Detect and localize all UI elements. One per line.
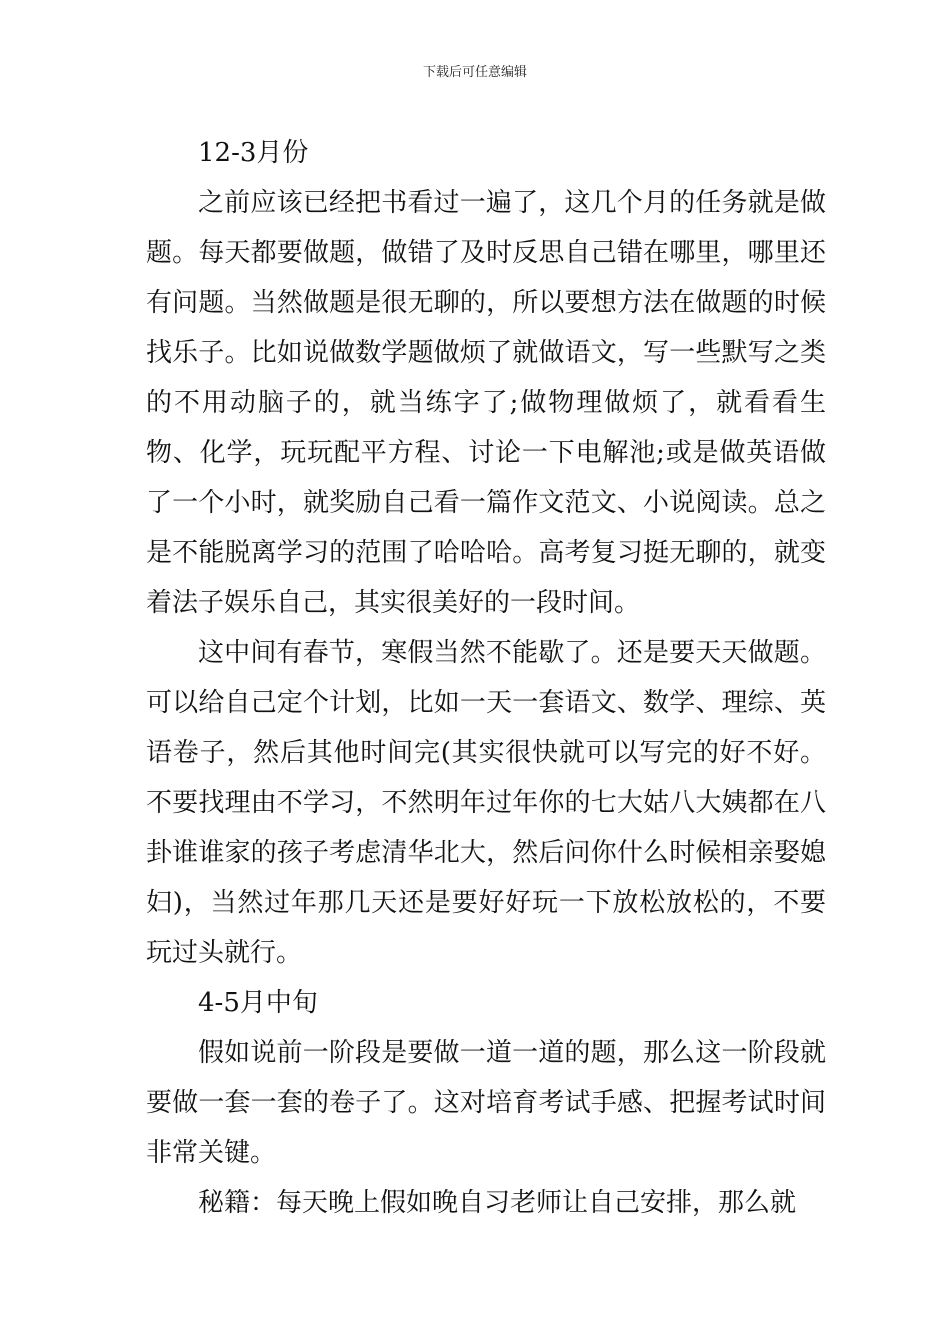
paragraph-tips: 秘籍：每天晚上假如晚自习老师让自己安排，那么就 bbox=[198, 1188, 797, 1218]
section-heading-dec-mar: 12-3月份 bbox=[198, 138, 309, 168]
document-body bbox=[146, 128, 826, 1228]
paragraph-practice-exams: 假如说前一阶段是要做一道一道的题，那么这一阶段就要做一套一套的卷子了。这对培育考试手感、把握考试时间非常关键。 bbox=[146, 1038, 826, 1168]
page-header: 下载后可任意编辑 bbox=[422, 65, 527, 80]
paragraph-spring-festival: 这中间有春节，寒假当然不能歇了。还是要天天做题。可以给自己定个计划，比如一天一套语文、数学、理综、英语卷子，然后其他时间完(其实很快就可以写完的好不好。不要找理由不学习，不然明年过年你的七大姑八大姨都在八卦谁谁家的孩子考虑清华北大，然后问你什么时候相亲娶媳妇)，当然过年那几天还是要好好玩一下放松放松的，不要玩过头就行。 bbox=[146, 638, 826, 968]
section-heading-apr-may: 4-5月中旬 bbox=[198, 988, 318, 1018]
paragraph-practice-problems: 之前应该已经把书看过一遍了，这几个月的任务就是做题。每天都要做题，做错了及时反思自己错在哪里，哪里还有问题。当然做题是很无聊的，所以要想方法在做题的时候找乐子。比如说做数学题做烦了就做语文，写一些默写之类的不用动脑子的，就当练字了;做物理做烦了，就看看生物、化学，玩玩配平方程、讨论一下电解池;或是做英语做了一个小时，就奖励自己看一篇作文范文、小说阅读。总之是不能脱离学习的范围了哈哈哈。高考复习挺无聊的，就变着法子娱乐自己，其实很美好的一段时间。 bbox=[146, 188, 826, 618]
